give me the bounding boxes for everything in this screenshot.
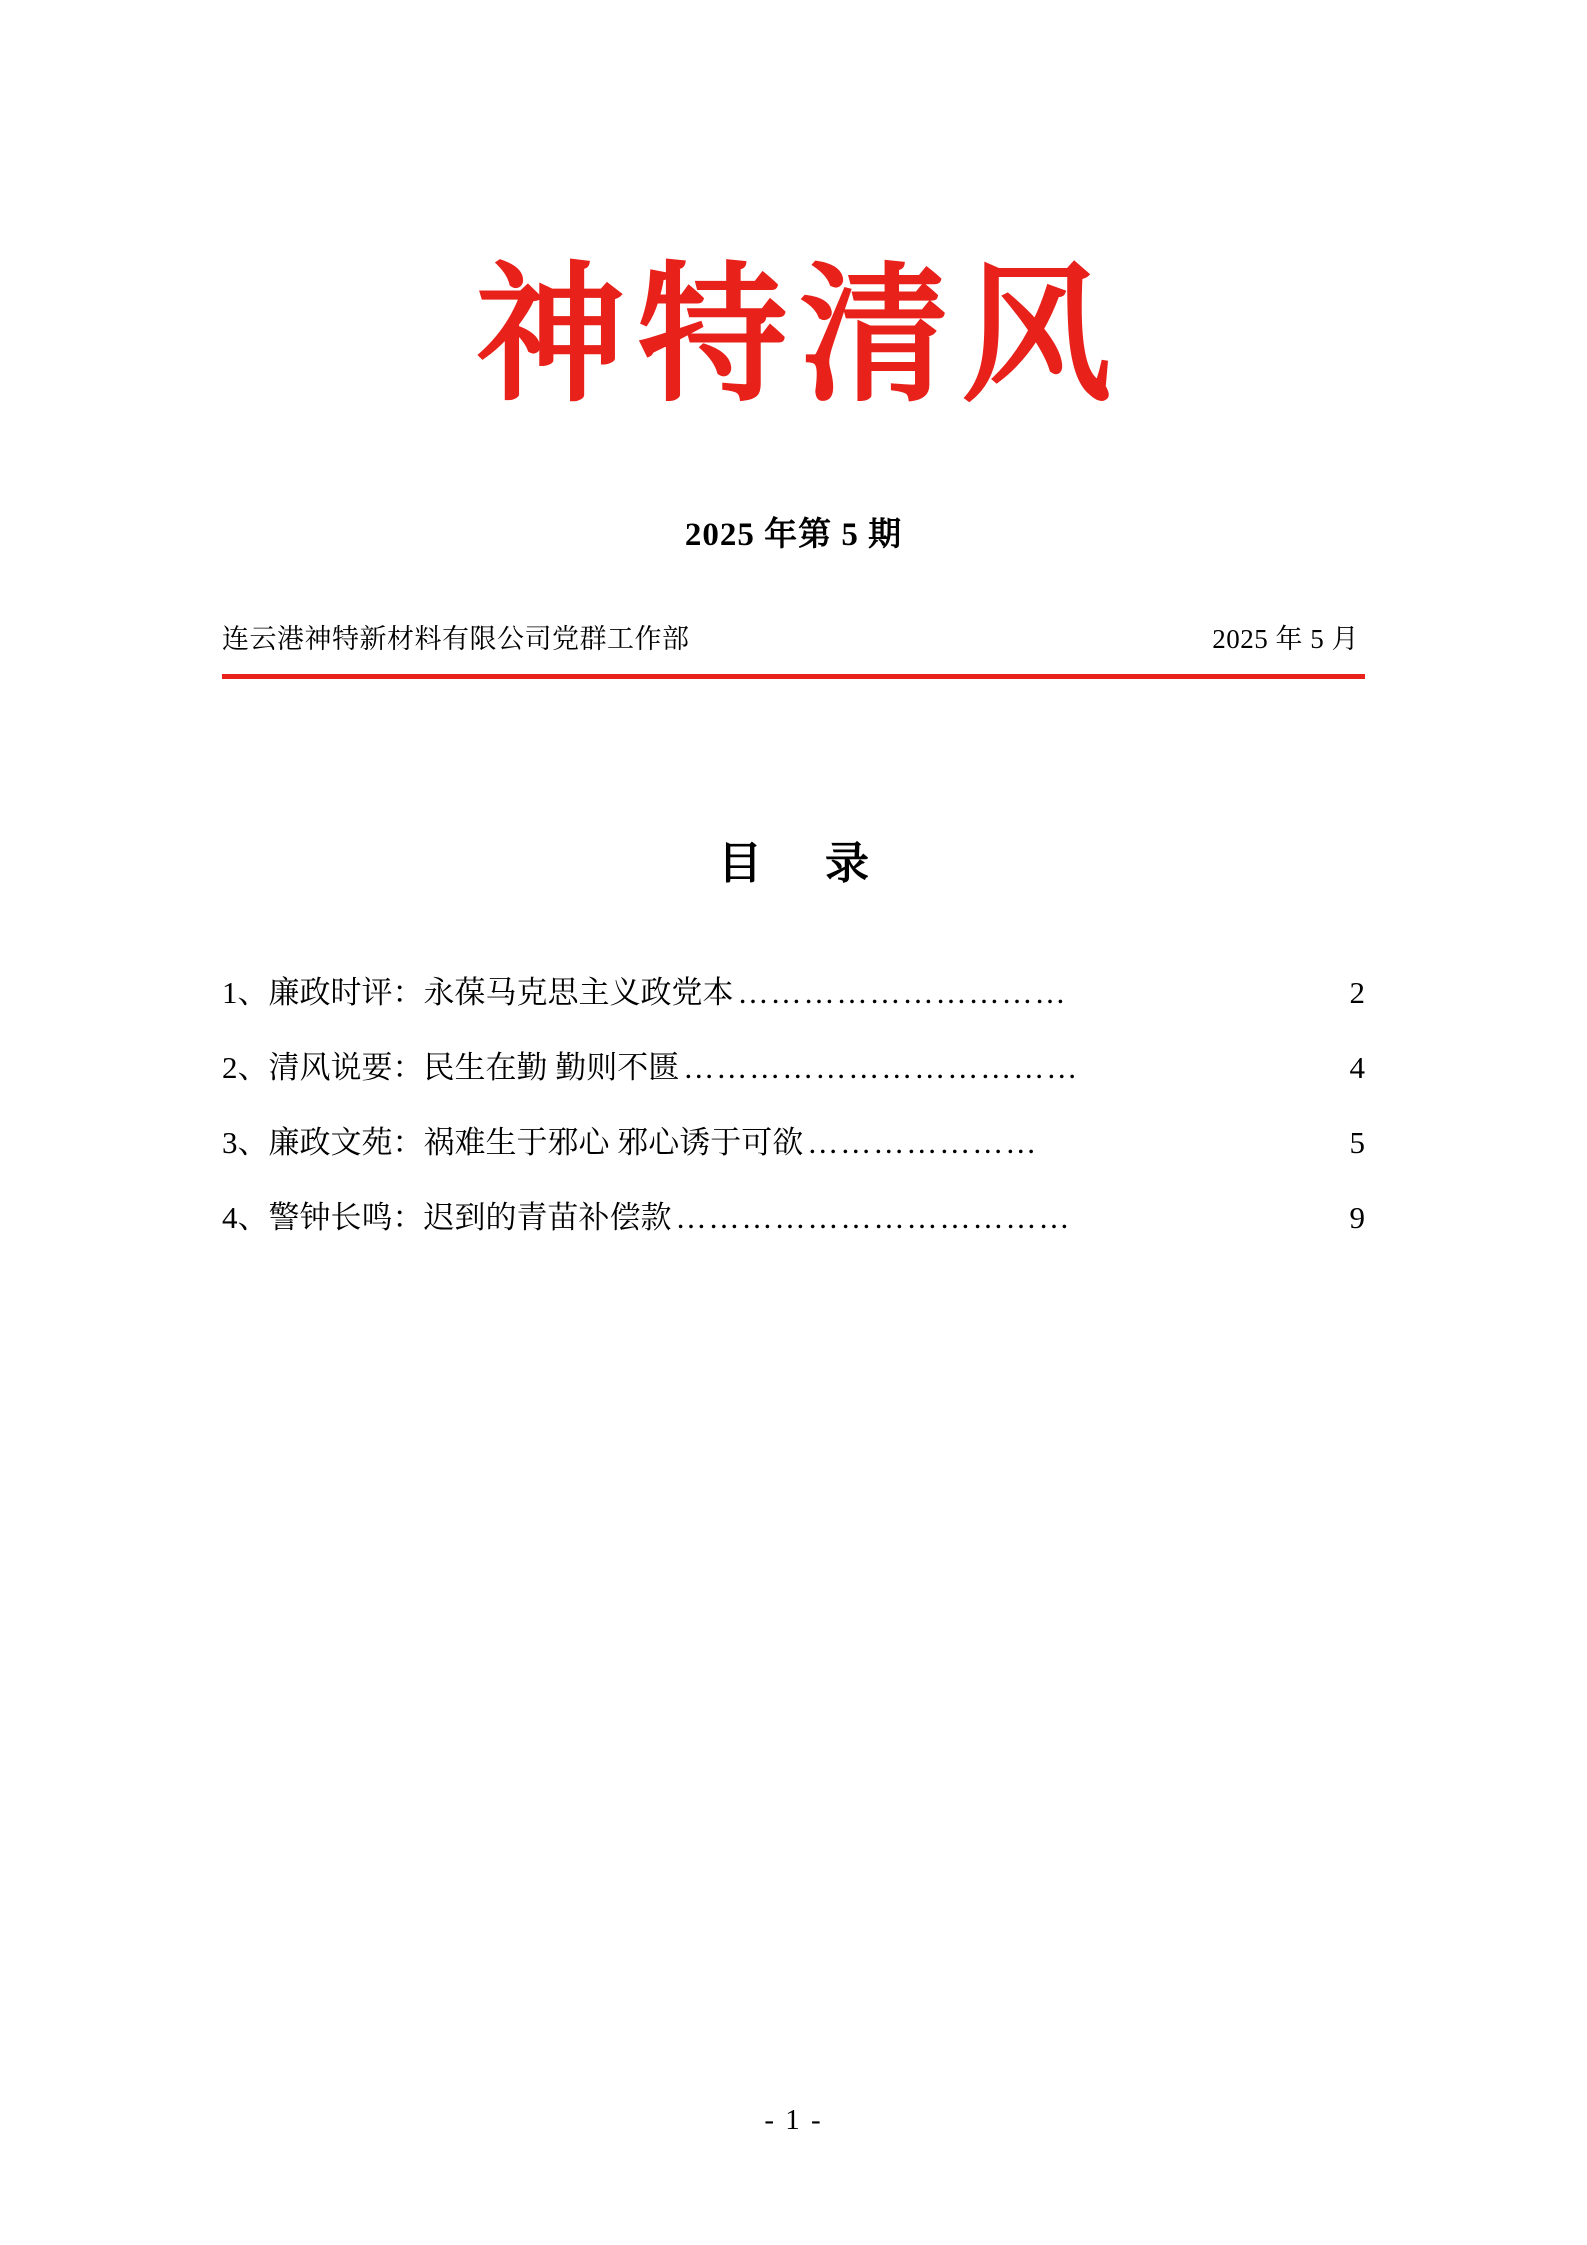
toc-list (222, 977, 1365, 1233)
toc-entry-page: 9 (1349, 1200, 1365, 1235)
publisher-department: 连云港神特新材料有限公司党群工作部 (222, 624, 690, 654)
toc-entry-label: 1、廉政时评：永葆马克思主义政党本 (222, 975, 734, 1010)
toc-entry[interactable] (222, 1127, 1365, 1158)
toc-entry[interactable] (222, 1202, 1365, 1233)
toc-entry-label: 3、廉政文苑：祸难生于邪心 邪心诱于可欲 (222, 1125, 804, 1160)
toc-entry[interactable] (222, 977, 1365, 1008)
publication-meta (222, 617, 1365, 656)
toc-entry-page: 2 (1349, 975, 1365, 1010)
red-divider-rule (222, 674, 1365, 679)
toc-entry[interactable] (222, 1052, 1365, 1083)
toc-entry-leader: ………………………… (737, 977, 1068, 1008)
publication-date: 2025 年 5 月 (1212, 624, 1359, 654)
page-footer (0, 2104, 1587, 2137)
issue-number: 2025 年第 5 期 (684, 517, 903, 553)
toc-entry-label: 4、警钟长鸣：迟到的青苗补偿款 (222, 1200, 672, 1235)
toc-entry-leader: ………………… (807, 1127, 1039, 1158)
toc-entry-label: 2、清风说要：民生在勤 勤则不匮 (222, 1050, 680, 1085)
toc-entry-page: 5 (1349, 1125, 1365, 1160)
toc-entry-leader: ……………………………… (675, 1202, 1072, 1233)
toc-entry-leader: ……………………………… (683, 1052, 1080, 1083)
toc-heading: 目 录 (718, 839, 895, 888)
page-number: - 1 - (764, 2104, 823, 2136)
masthead-title: 神特清风 (475, 254, 1124, 420)
toc-entry-page: 4 (1349, 1050, 1365, 1085)
